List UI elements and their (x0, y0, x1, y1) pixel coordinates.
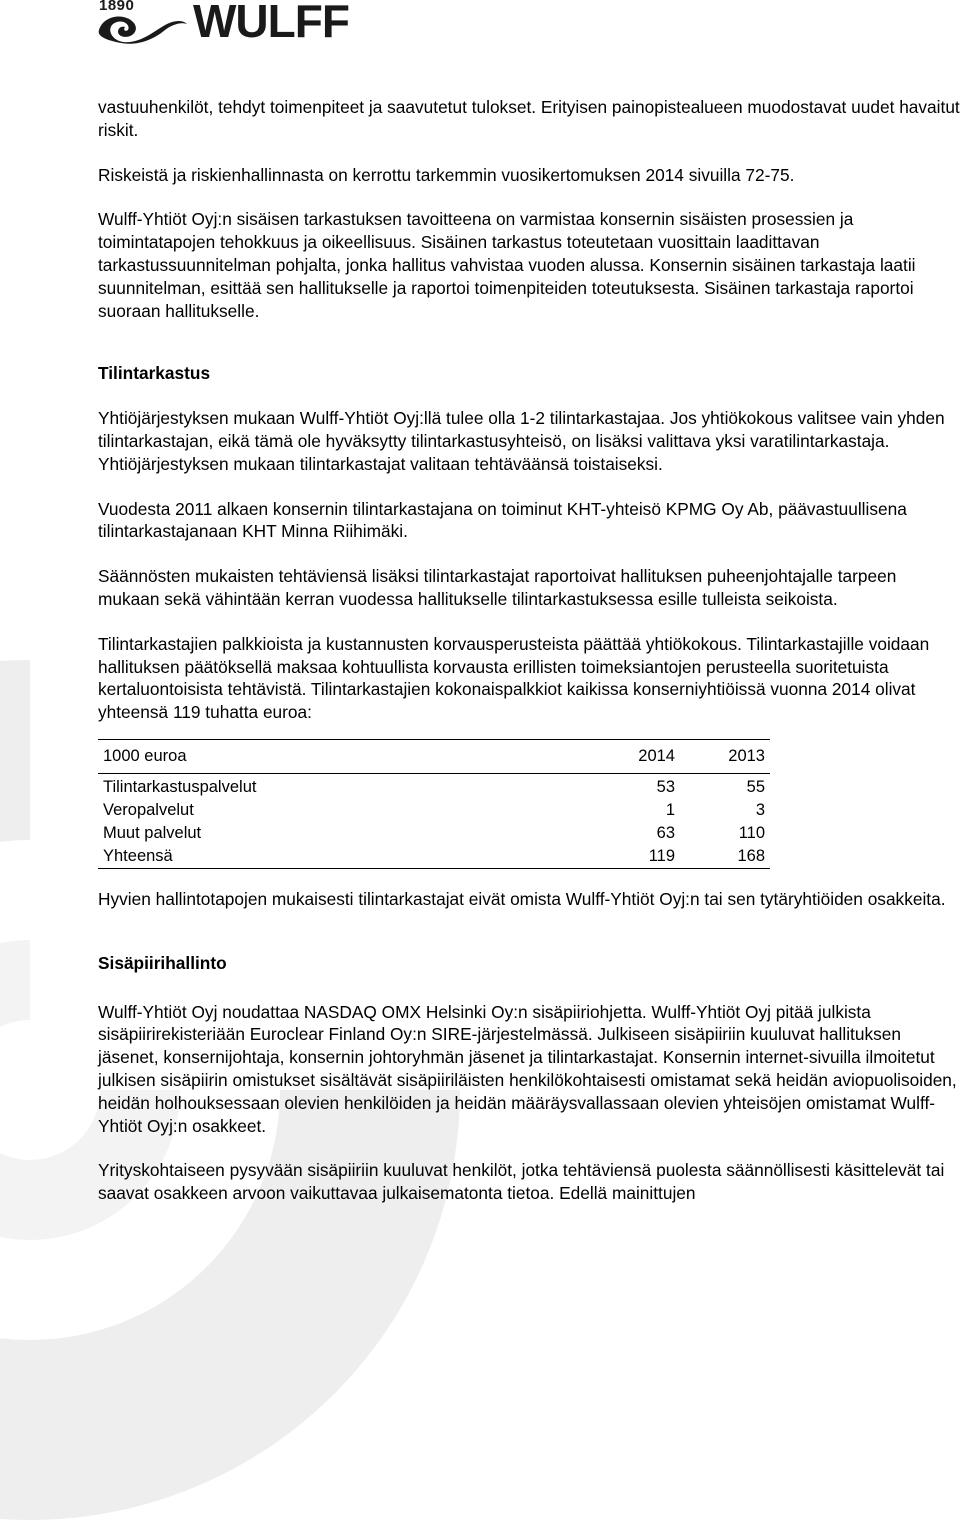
paragraph: Wulff-Yhtiöt Oyj noudattaa NASDAQ OMX Helsinki Oy:n sisäpiiriohjetta. Wulff-Yhtiöt Oyj pitää julkista sisäpiirirekisteriään Euroclear Finland Oy:n SIRE-järjestelmässä. Julkiseen sisäpiiriin kuuluvat hallituksen jäsenet, konsernijohtaja, konsernin johtoryhmän jäsenet ja tilintarkastajat. Konsernin internet-sivuilla ilmoitetut julkisen sisäpiirin omistukset sisältävät sisäpiiriläisten henkilökohtaisesti omistamat sekä heidän aviopuolisoiden, heidän holhouksessaan olevien henkilöiden ja heidän määräysvallassaan olevien yhteisöjen omistamat Wulff-Yhtiöt Oyj:n osakkeet. (98, 1001, 957, 1136)
table-cell: Yhteensä (98, 845, 590, 869)
table-cell: 1 (665, 800, 675, 819)
table-header-cell: 1000 euroa (98, 739, 590, 773)
paragraph: Hyvien hallintotapojen mukaisesti tilintarkastajat eivät omista Wulff-Yhtiöt Oyj:n tai sen tytäryhtiöiden osakkeita. (98, 888, 946, 909)
audit-fees-table (98, 739, 770, 869)
logo-year: 1890 (99, 0, 135, 14)
table-row (98, 822, 770, 845)
section-heading: Sisäpiirihallinto (98, 952, 227, 973)
document-body (98, 96, 960, 1205)
table-row (98, 773, 770, 799)
company-logo (97, 0, 367, 50)
paragraph: Yrityskohtaiseen pysyvään sisäpiiriin kuuluvat henkilöt, jotka tehtäviensä puolesta säännöllisesti käsittelevät tai saavat osakkeen arvoon vaikuttavaa julkaisematonta tietoa. Edellä mainittujen (98, 1160, 945, 1204)
wave-swirl-icon (97, 10, 189, 44)
paragraph: Vuodesta 2011 alkaen konsernin tilintarkastajana on toiminut KHT-yhteisö KPMG Oy Ab, päävastuullisena tilintarkastajanaan KHT Minna Riihimäki. (98, 498, 907, 542)
paragraph: Tilintarkastajien palkkioista ja kustannusten korvausperusteista päättää yhtiökokous. Tilintarkastajille voidaan hallituksen päätöksellä maksaa kohtuullista korvausta erillisten toimeksiantojen perusteella suoritetuista kertaluontoisista tehtävistä. Tilintarkastajien kokonaispalkkiot kaikissa konserniyhtiöissä vuonna 2014 olivat yhteensä 119 tuhatta euroa: (98, 633, 930, 723)
table-cell: 53 (656, 777, 675, 796)
table-cell: 110 (738, 823, 765, 842)
table-header-row (98, 739, 770, 773)
section-heading: Tilintarkastus (98, 363, 211, 384)
logo-wordmark: WULFF (193, 0, 349, 47)
table-header-cell: 2013 (680, 739, 770, 773)
table-cell: Muut palvelut (103, 823, 202, 842)
table-cell: Tilintarkastuspalvelut (103, 777, 257, 796)
table-cell: 63 (656, 823, 675, 842)
table-cell: 55 (746, 777, 765, 796)
table-cell: 119 (590, 845, 680, 869)
table-header-cell: 2014 (590, 739, 680, 773)
table-row (98, 845, 770, 869)
paragraph: Yhtiöjärjestyksen mukaan Wulff-Yhtiöt Oyj:llä tulee olla 1-2 tilintarkastajaa. Jos yhtiökokous valitsee vain yhden tilintarkastajan, eikä tämä ole hyväksytty tilintarkastusyhteisö, on lisäksi valittava yksi varatilintarkastaja. Yhtiöjärjestyksen mukaan tilintarkastajat valitaan tehtäväänsä toistaiseksi. (98, 408, 945, 474)
table-cell: 3 (755, 800, 765, 819)
paragraph: Säännösten mukaisten tehtäviensä lisäksi tilintarkastajat raportoivat hallituksen puheenjohtajalle tarpeen mukaan sekä vähintään kerran vuodessa hallitukselle tilintarkastuksessa esille tulleista seikoista. (98, 566, 897, 609)
paragraph: Wulff-Yhtiöt Oyj:n sisäisen tarkastuksen tavoitteena on varmistaa konsernin sisäisten prosessien ja toimintatapojen tehokkuus ja oikeellisuus. Sisäinen tarkastus toteutetaan vuosittain laadittavan tarkastussuunnitelman pohjalta, jonka hallitus vahvistaa vuoden alussa. Konsernin sisäinen tarkastaja laatii suunnitelman, esittää sen hallitukselle ja raportoi toimenpiteiden toteutuksesta. Sisäinen tarkastaja raportoi suoraan hallitukselle. (98, 209, 916, 321)
paragraph: vastuuhenkilöt, tehdyt toimenpiteet ja saavutetut tulokset. Erityisen painopistealueen muodostavat uudet havaitut riskit. (98, 97, 960, 140)
paragraph: Riskeistä ja riskienhallinnasta on kerrottu tarkemmin vuosikertomuksen 2014 sivuilla 72-75. (98, 164, 795, 185)
table-row (98, 799, 770, 822)
table-cell: 168 (680, 845, 770, 869)
table-cell: Veropalvelut (103, 800, 194, 819)
